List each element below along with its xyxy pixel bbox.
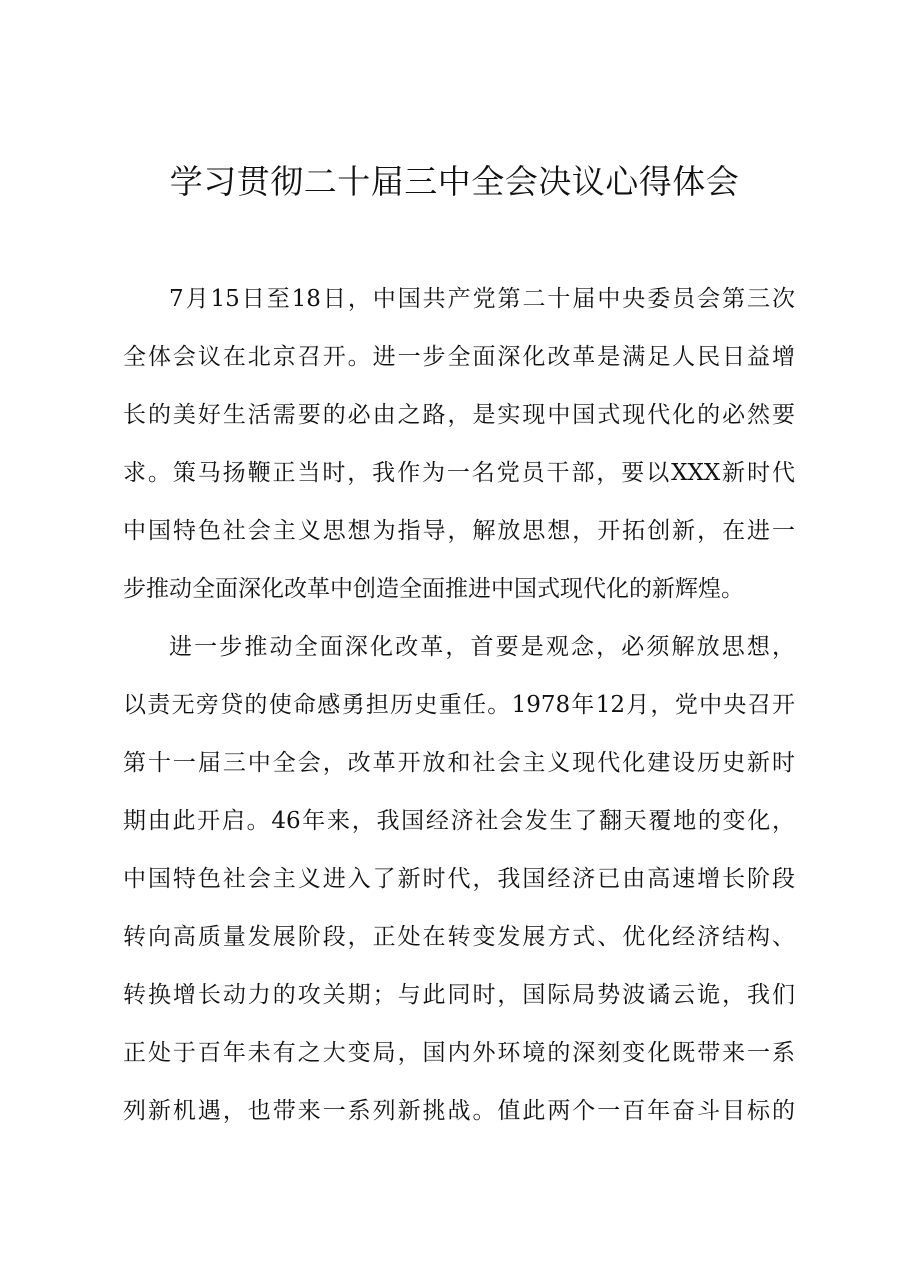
text-line: 7月15日至18日，中国共产党第二十届中央委员会第三次 <box>169 286 795 312</box>
text-line: 列新机遇，也带来一系列新挑战。值此两个一百年奋斗目标的 <box>123 1098 795 1124</box>
text-line: 转向高质量发展阶段，正处在转变发展方式、优化经济结构、 <box>123 924 795 950</box>
document-body <box>123 270 795 1140</box>
paragraph-2 <box>123 618 795 1140</box>
text-line: 转换增长动力的攻关期；与此同时，国际局势波谲云诡，我们 <box>123 982 795 1008</box>
document-title: 学习贯彻二十届三中全会决议心得体会 <box>169 162 740 201</box>
text-line: 正处于百年未有之大变局，国内外环境的深刻变化既带来一系 <box>123 1040 795 1066</box>
text-line: 长的美好生活需要的必由之路，是实现中国式现代化的必然要 <box>123 402 795 428</box>
text-line: 期由此开启。46年来，我国经济社会发生了翻天覆地的变化， <box>123 808 795 834</box>
text-line: 中国特色社会主义进入了新时代，我国经济已由高速增长阶段 <box>123 866 795 892</box>
text-line: 以责无旁贷的使命感勇担历史重任。1978年12月，党中央召开 <box>123 692 795 718</box>
text-line: 进一步推动全面深化改革，首要是观念，必须解放思想， <box>169 634 795 660</box>
paragraph-1 <box>123 270 795 618</box>
text-line: 第十一届三中全会，改革开放和社会主义现代化建设历史新时 <box>123 750 795 776</box>
text-line: 全体会议在北京召开。进一步全面深化改革是满足人民日益增 <box>123 344 795 370</box>
text-line: 中国特色社会主义思想为指导，解放思想，开拓创新，在进一 <box>123 518 795 544</box>
text-line: 求。策马扬鞭正当时，我作为一名党员干部，要以XXX新时代 <box>123 460 795 486</box>
text-line: 步推动全面深化改革中创造全面推进中国式现代化的新辉煌。 <box>123 576 744 602</box>
